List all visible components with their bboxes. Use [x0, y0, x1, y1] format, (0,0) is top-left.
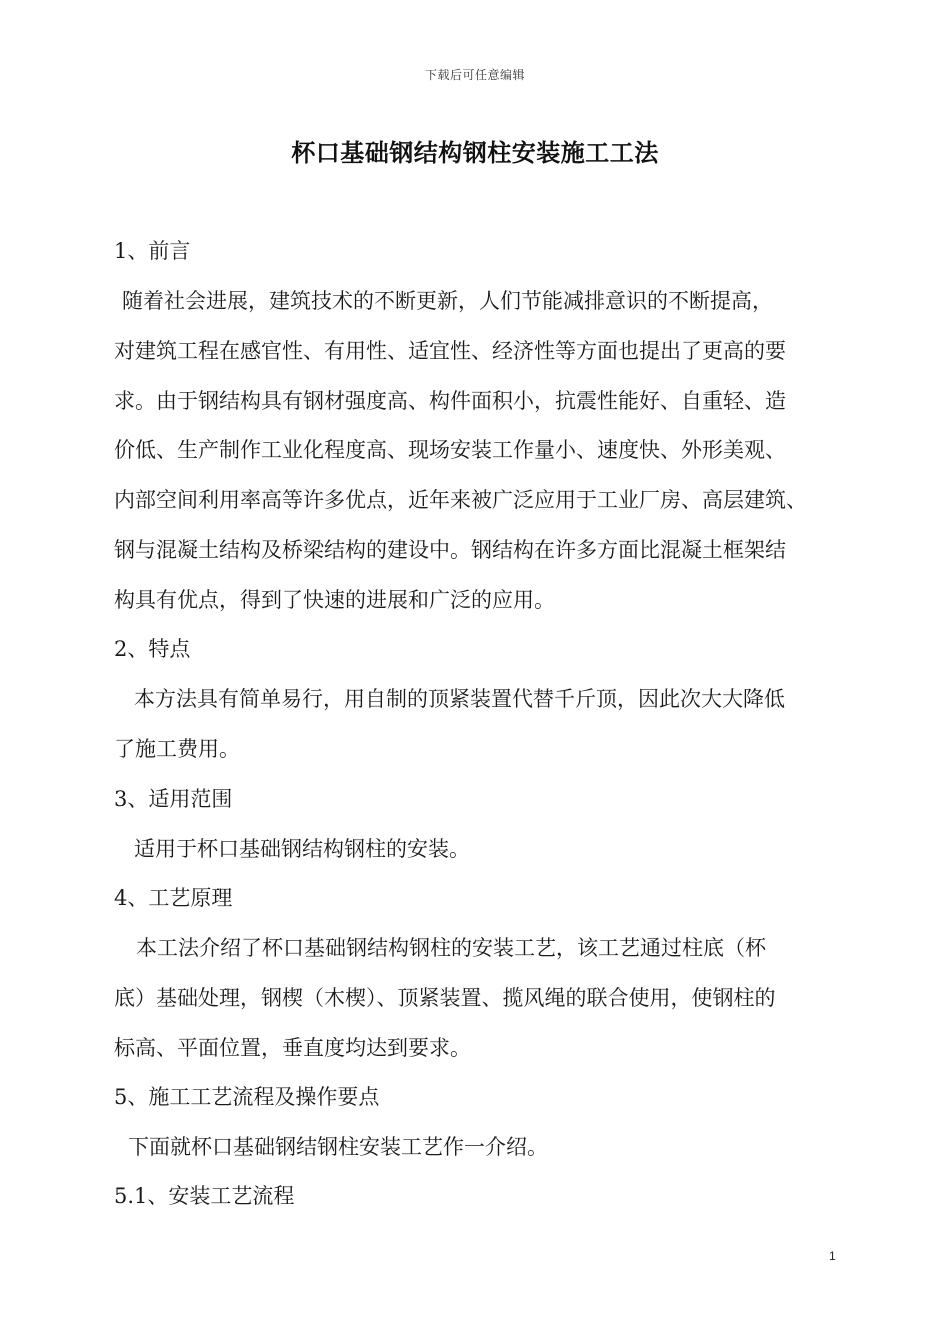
paragraph-line: 适用于杯口基础钢结构钢柱的安装。 — [134, 837, 470, 861]
paragraph-line: 价低、生产制作工业化程度高、现场安装工作量小、速度快、外形美观、 — [114, 438, 786, 462]
paragraph-line: 本方法具有简单易行，用自制的顶紧装置代替千斤顶，因此次大大降低 — [134, 687, 785, 711]
paragraph-line: 本工法介绍了杯口基础钢结构钢柱的安装工艺，该工艺通过柱底（杯 — [136, 936, 766, 960]
paragraph-line: 内部空间利用率高等许多优点，近年来被广泛应用于工业厂房、高层建筑、 — [114, 488, 807, 512]
section-heading-preface: 1、前言 — [114, 239, 191, 263]
section-heading-features: 2、特点 — [114, 637, 191, 661]
section-heading-scope: 3、适用范围 — [114, 787, 233, 811]
paragraph-line: 钢与混凝土结构及桥梁结构的建设中。钢结构在许多方面比混凝土框架结 — [114, 538, 786, 562]
document-title: 杯口基础钢结构钢柱安装施工工法 — [291, 138, 659, 167]
paragraph-line: 对建筑工程在感官性、有用性、适宜性、经济性等方面也提出了更高的要 — [114, 339, 786, 363]
header-note: 下载后可任意编辑 — [424, 68, 525, 82]
paragraph-line: 了施工费用。 — [114, 737, 240, 761]
paragraph-line: 构具有优点，得到了快速的进展和广泛的应用。 — [114, 588, 555, 612]
paragraph-line: 求。由于钢结构具有钢材强度高、构件面积小，抗震性能好、自重轻、造 — [114, 389, 786, 413]
paragraph-line: 标高、平面位置，垂直度均达到要求。 — [114, 1036, 471, 1060]
subsection-heading-install-flow: 5.1、安装工艺流程 — [114, 1184, 295, 1208]
paragraph-line: 底）基础处理，钢楔（木楔）、顶紧装置、揽风绳的联合使用，使钢柱的 — [114, 986, 776, 1010]
section-heading-process: 5、施工工艺流程及操作要点 — [114, 1085, 380, 1109]
section-heading-principle: 4、工艺原理 — [114, 886, 233, 910]
paragraph-line: 下面就杯口基础钢结钢柱安装工艺作一介绍。 — [128, 1135, 548, 1159]
paragraph-line: 随着社会进展，建筑技术的不断更新，人们节能减排意识的不断提高， — [122, 289, 773, 313]
page-number: 1 — [829, 1249, 836, 1263]
